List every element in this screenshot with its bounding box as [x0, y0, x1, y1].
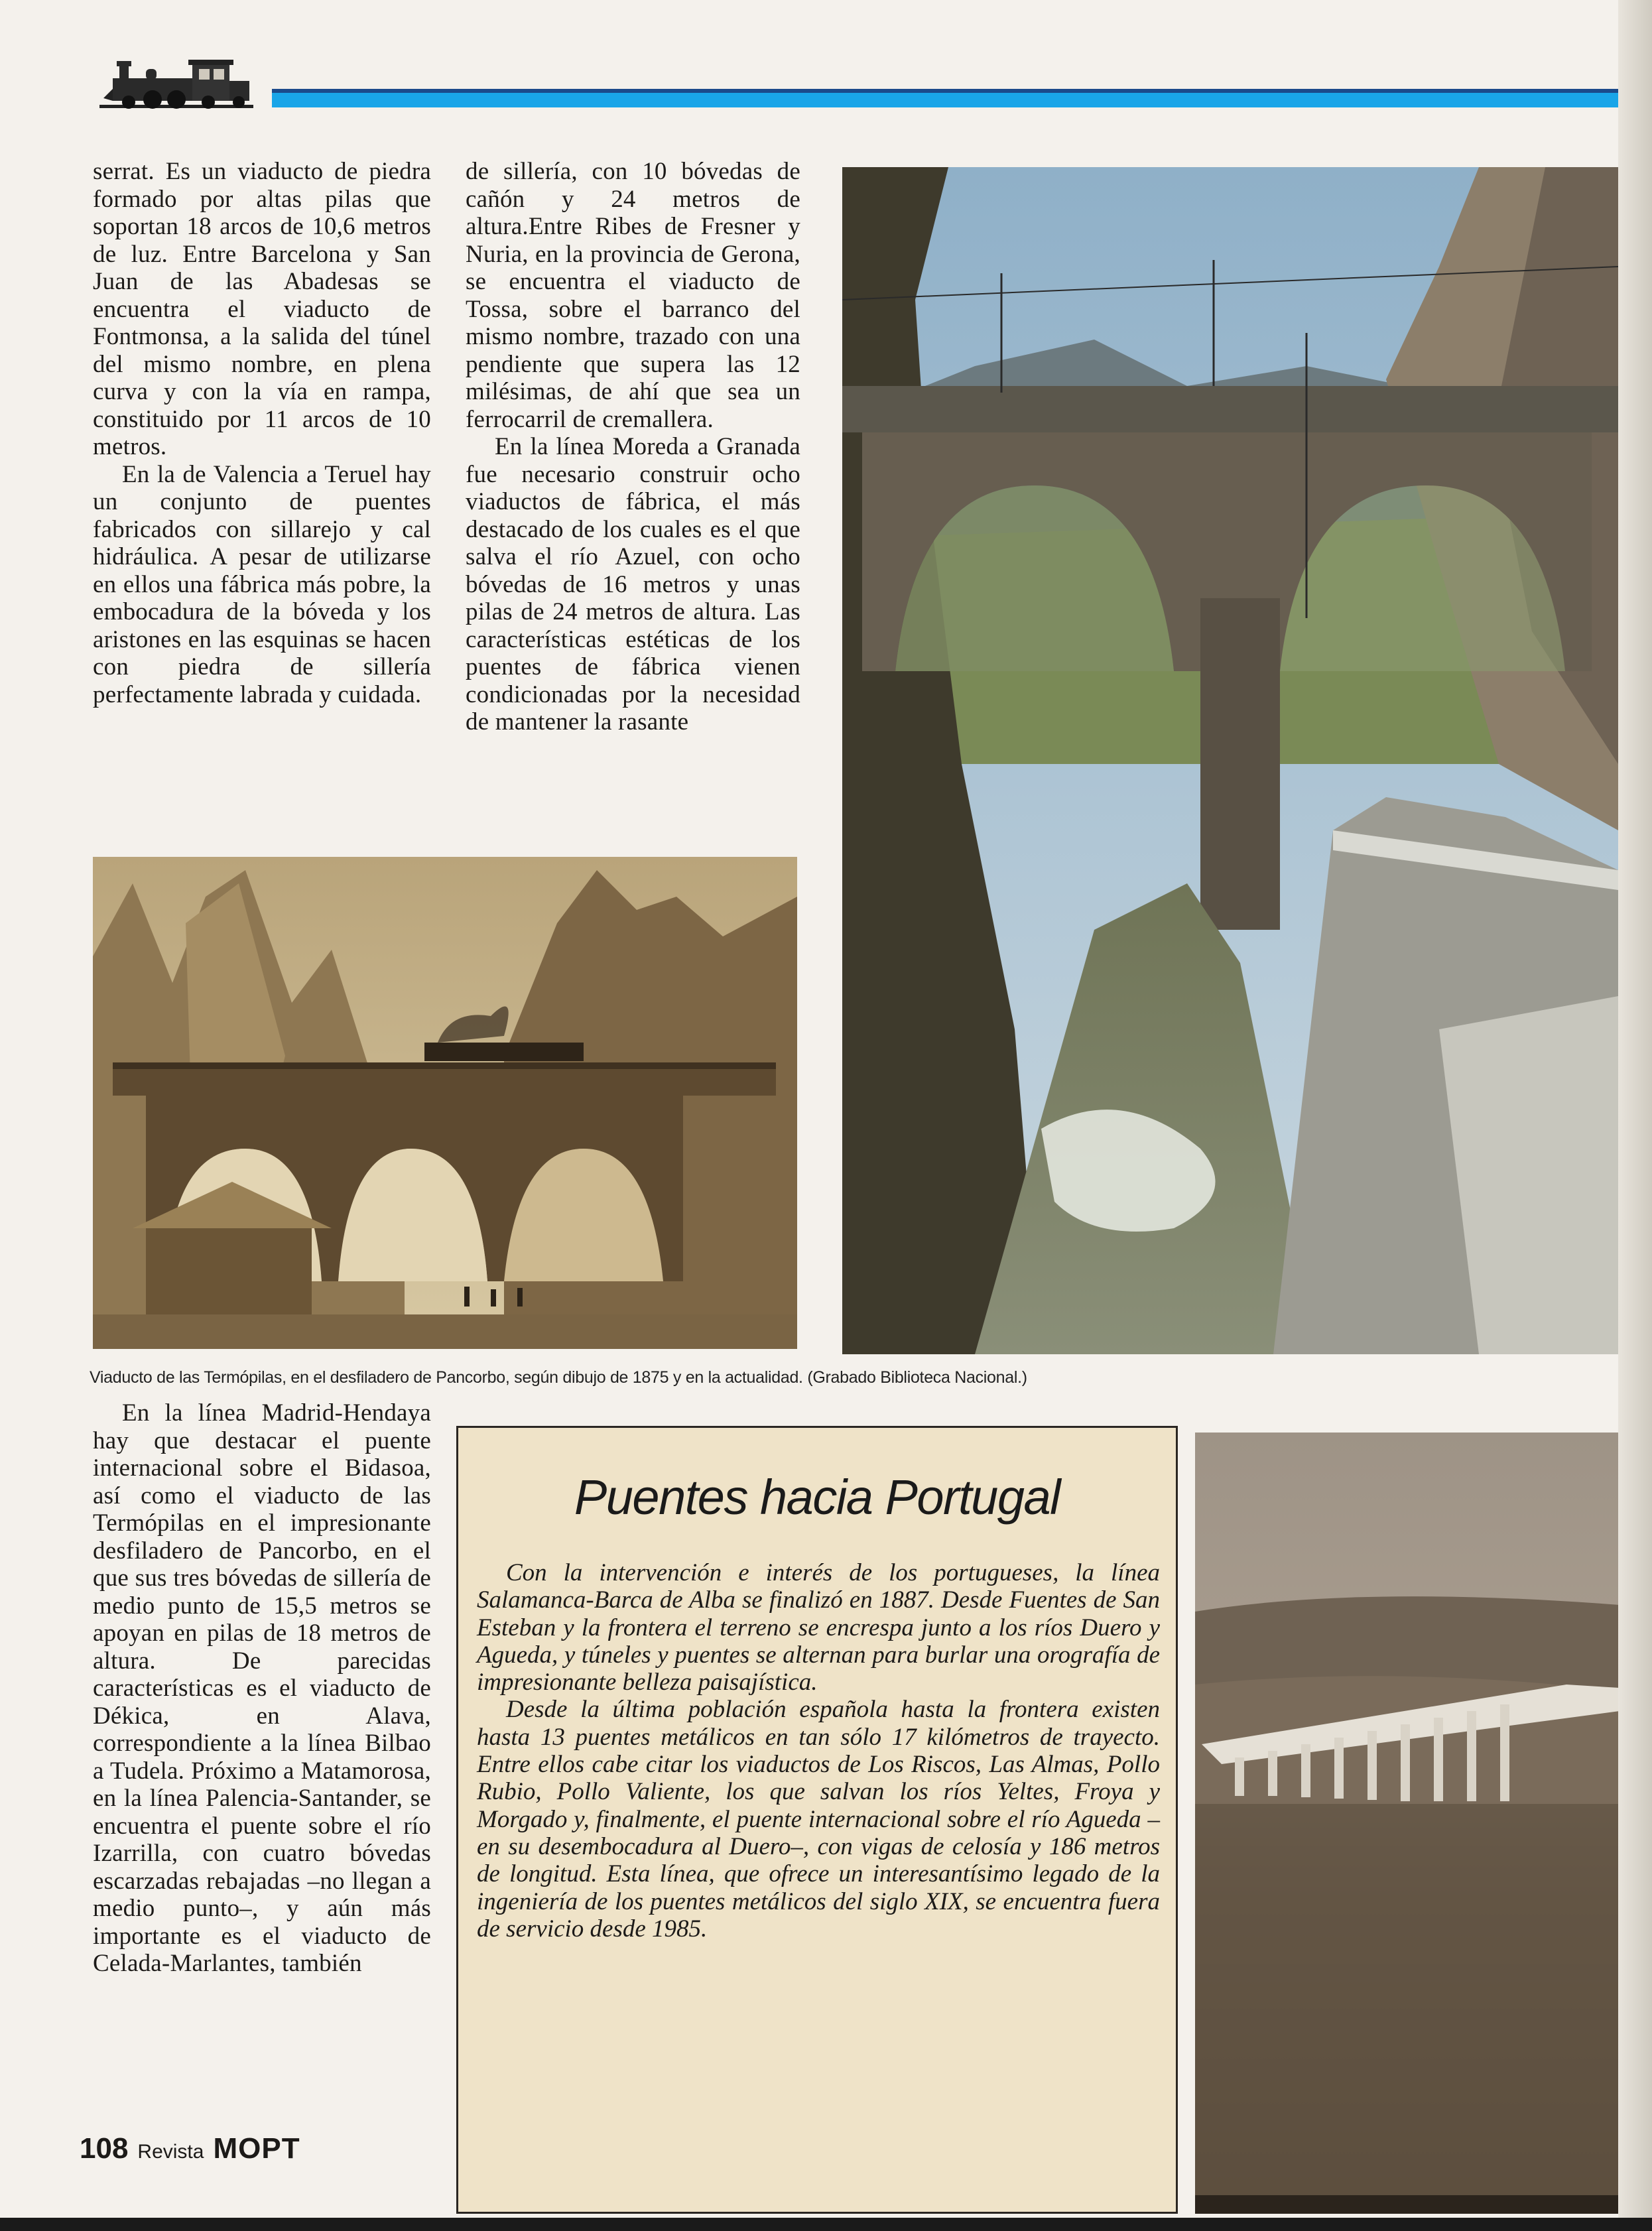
sidebar-paragraph-1: Con la intervención e interés de los portugueses, la línea Salamanca-Barca de Alba se finalizó en 1887. Desde Fuentes de San Esteban y la frontera el terreno se encrespa junto a los ríos Duero y Agueda, y túneles y puentes se alternan para burlar una orografía de impresionante belleza paisajística. — [477, 1559, 1160, 1696]
steam-locomotive-icon — [99, 52, 253, 115]
page-edge — [1618, 0, 1652, 2231]
sidebar-paragraph-2: Desde la última población española hasta la frontera existen hasta 13 puentes metálicos en tan sólo 17 kilómetros de trayecto. Entre ellos cabe citar los viaductos de Los Riscos, Las Almas, Pollo Rubio, Pollo Valiente, los que salvan los ríos Yeltes, Froya y Morgado y, finalmente, el puente internacional sobre el río Agueda –en su desembocadura al Duero–, con vigas de celosía y 186 metros de longitud. Esta línea, que ofrece un interesantísimo legado de la ingeniería de los puentes metálicos del siglo XIX, se encuentra fuera de servicio desde 1985. — [477, 1696, 1160, 1943]
photo-caption: Viaducto de las Termópilas, en el desfiladero de Pancorbo, según dibujo de 1875 y en la actualidad. (Grabado Biblioteca Nacional.) — [90, 1368, 1027, 1387]
col2-paragraph-2: En la línea Moreda a Granada fue necesario construir ocho viaductos de fábrica, el más destacado de los cuales es el que salva el río Azuel, con ocho bóvedas de 16 metros y unas pilas de 24 metros de altura. Las características estéticas de los puentes de fábrica vienen condicionadas por la necesidad de mantener la rasante — [466, 433, 800, 735]
page-number: 108 — [80, 2132, 129, 2165]
sidebar-box — [456, 1426, 1178, 2214]
col2-paragraph-1: de sillería, con 10 bóvedas de cañón y 24 metros de altura.Entre Ribes de Fresner y Nuria, en la provincia de Gerona, se encuentra el viaducto de Tossa, sobre el barranco del mismo nombre, trazado con una pendiente que supera las 12 milésimas, de ahí que sea un ferrocarril de cremallera. — [466, 158, 800, 433]
engraving-1875-image — [93, 857, 797, 1349]
col1-paragraph-1: serrat. Es un viaducto de piedra formado por altas pilas que soportan 18 arcos de 10,6 metros de luz. Entre Barcelona y San Juan de las Abadesas se encuentra el viaducto de Fontmonsa, a la salida del túnel del mismo nombre, en plena curva y con la vía en rampa, constituido por 11 arcos de 10 metros. — [93, 158, 431, 460]
magazine-label: Revista — [137, 2141, 204, 2163]
col3-paragraph-1: En la línea Madrid-Hendaya hay que destacar el puente internacional sobre el Bidasoa, así como el viaducto de las Termópilas en el impresionante desfiladero de Pancorbo, en el que sus tres bóvedas de sillería de medio punto de 15,5 metros se apoyan en pilas de 18 metros de altura. De parecidas características es el viaducto de Dékica, en Alava, correspondiente a la línea Bilbao a Tudela. Próximo a Matamorosa, en la línea Palencia-Santander, se encuentra el puente sobre el río Izarrilla, con cuatro bóvedas escarzadas rebajadas –no llegan a medio punto–, y aún más importante es el viaducto de Celada-Marlantes, también — [93, 1399, 431, 1977]
viaduct-photo-today-image — [842, 167, 1618, 1354]
column-3 — [93, 1399, 431, 1978]
column-2 — [466, 158, 800, 736]
column-1 — [93, 158, 431, 708]
sidebar-body — [477, 1559, 1160, 1943]
header-rule-accent — [272, 93, 1652, 107]
magazine-logo: MOPT — [213, 2132, 300, 2165]
metal-bridge-photo-image — [1195, 1433, 1620, 2214]
scan-border — [0, 2218, 1652, 2231]
sidebar-title: Puentes hacia Portugal — [574, 1470, 1060, 1525]
col1-paragraph-2: En la de Valencia a Teruel hay un conjunto de puentes fabricados con sillarejo y cal hidráulica. A pesar de utilizarse en ellos una fábrica más pobre, la embocadura de la bóveda y los aristones en las esquinas se hacen con piedra de sillería perfectamente labrada y cuidada. — [93, 460, 431, 708]
page-footer — [80, 2132, 300, 2169]
